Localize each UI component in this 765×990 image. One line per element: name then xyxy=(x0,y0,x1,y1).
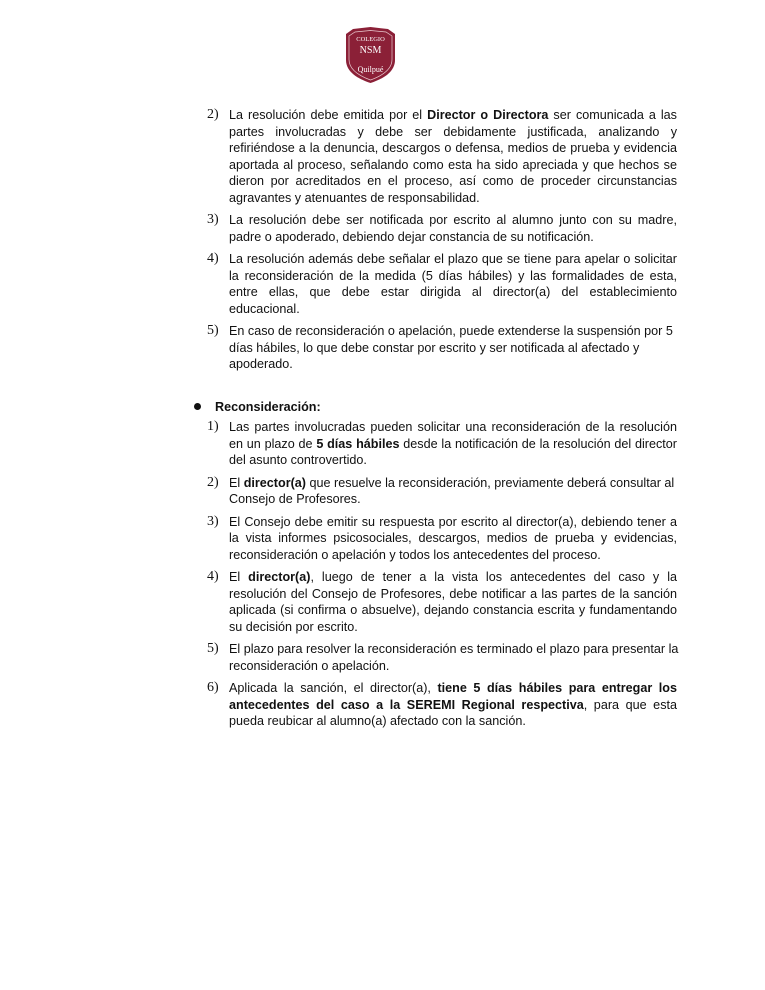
text-run: ser comunicada a las partes involucradas y debe ser debidamente justificada, analizando y refiriéndose a la denuncia, descargos o defensa, medios de prueba y evidencia aportada al proceso, señalando como esta ha sido apreciada y que hechos se dieron por acreditados en el proceso, así como de proceder circunstancias agravantes y atenuantes de responsabilidad. xyxy=(229,108,677,205)
numbered-list-resolution xyxy=(0,107,765,373)
text-run: En caso de reconsideración o apelación, puede extenderse la suspensión por 5 días hábiles, lo que debe constar por escrito y ser notificada al afectado y apoderado. xyxy=(229,324,673,371)
list-item-number: 5) xyxy=(207,323,219,338)
list-item xyxy=(0,107,765,206)
bold-text: director(a) xyxy=(248,570,311,584)
list-item xyxy=(0,569,765,635)
bold-text: director(a) xyxy=(243,475,306,490)
text-run: , para que esta pueda reubicar al alumno(a) afectado con la sanción. xyxy=(229,697,677,728)
numbered-list-reconsideration xyxy=(0,419,765,730)
logo-line-2: NSM xyxy=(359,45,382,56)
list-item-text xyxy=(229,107,677,206)
list-item xyxy=(0,641,765,674)
list-item-text xyxy=(229,569,677,635)
bold-text: tiene 5 días hábiles para entregar los antecedentes del caso a la SEREMI Regional respectiva xyxy=(229,681,677,712)
school-logo xyxy=(343,26,398,84)
shield-crest-icon xyxy=(343,26,398,84)
list-item-text xyxy=(229,514,677,564)
list-item-number: 6) xyxy=(207,680,219,695)
text-run: El xyxy=(229,475,244,490)
list-item-number: 2) xyxy=(207,474,219,490)
list-item xyxy=(0,323,765,373)
list-item-text xyxy=(229,251,677,317)
list-item-text xyxy=(229,212,677,245)
text-run: La resolución debe emitida por el xyxy=(229,108,428,122)
section-heading xyxy=(0,399,765,417)
text-run: que resuelve la reconsideración, previamente deberá consultar al Consejo de Profesores. xyxy=(229,475,675,506)
text-run: , luego de tener a la vista los antecedentes del caso y la resolución del Consejo de Profesores, debe notificar a las partes de la sanción aplicada (si confirma o absuelve), dejando constancia escrita y fundamentando su decisión por escrito. xyxy=(229,570,677,634)
text-run: Aplicada la sanción, el director(a), xyxy=(229,681,438,695)
list-item-number: 4) xyxy=(207,569,219,584)
list-item-text xyxy=(229,680,677,730)
text-run: Las partes involucradas pueden solicitar una reconsideración de la resolución en un plazo de xyxy=(229,420,677,451)
text-run: La resolución además debe señalar el plazo que se tiene para apelar o solicitar la reconsideración de la medida (5 días hábiles) y las formalidades de esta, entre ellas, que debe estar dirigida al director(a) del establecimiento educacional. xyxy=(229,252,677,316)
list-item-number: 3) xyxy=(207,212,219,227)
text-run: La resolución debe ser notificada por escrito al alumno junto con su madre, padre o apoderado, debiendo dejar constancia de su notificación. xyxy=(229,213,677,244)
list-item-text xyxy=(229,419,677,469)
text-run: El plazo para resolver la reconsideración es terminado el plazo para presentar la reconsideración o apelación. xyxy=(229,642,679,673)
bold-text: 5 días hábiles xyxy=(316,436,400,451)
bold-text: Director o Directora xyxy=(427,108,549,122)
list-item xyxy=(0,475,765,508)
text-run: El xyxy=(229,570,249,584)
logo-line-1: COLEGIO xyxy=(356,36,385,43)
list-item-number: 1) xyxy=(207,419,219,434)
list-item xyxy=(0,212,765,245)
list-item-number: 3) xyxy=(207,513,219,529)
bullet-icon xyxy=(194,403,201,410)
text-run: El Consejo debe emitir su respuesta por escrito al director(a), debiendo tener a la vista informes psicosociales, descargos, medios de prueba y evidencias, reconsideración o apelación y todos los antecedentes del proceso. xyxy=(229,514,677,562)
list-item-number: 5) xyxy=(207,641,219,656)
list-item-text xyxy=(229,641,684,674)
text-run: desde la notificación de la resolución del director del asunto controvertido. xyxy=(229,436,677,467)
list-item-text xyxy=(229,475,684,508)
logo-line-3: Quilpué xyxy=(357,65,384,74)
list-item xyxy=(0,419,765,469)
list-item-number: 4) xyxy=(207,251,219,266)
list-item-text xyxy=(229,323,684,373)
list-item xyxy=(0,680,765,730)
list-item xyxy=(0,251,765,317)
list-item xyxy=(0,514,765,564)
section-label: Reconsideración: xyxy=(215,400,321,414)
list-item-number: 2) xyxy=(207,107,219,122)
